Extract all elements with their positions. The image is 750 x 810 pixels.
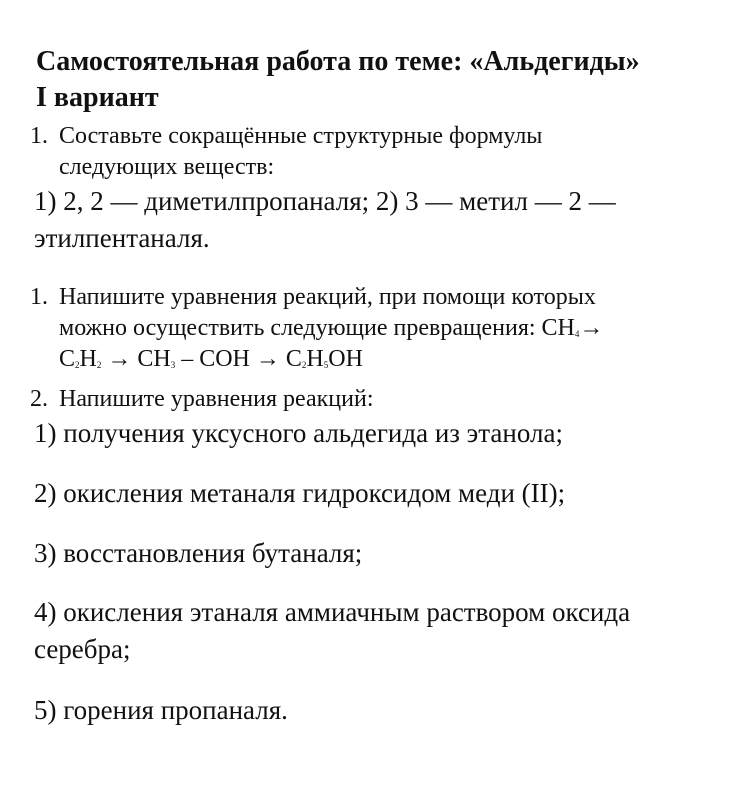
task-substances-list	[34, 183, 734, 257]
task-number: 1.	[30, 284, 48, 310]
equation-item	[34, 415, 734, 452]
formula-text: H	[306, 346, 324, 372]
formula-subscript: 2	[96, 360, 102, 370]
equation-item-text: 3) восстановления бутаналя;	[34, 538, 363, 568]
equation-item-text: 1) получения уксусного альдегида из этанола;	[34, 418, 563, 448]
title-variant: I вариант	[36, 82, 159, 113]
equation-item	[34, 475, 734, 512]
task-transformations	[30, 282, 730, 375]
formula-text: → CH	[101, 346, 171, 372]
reaction-arrow: →	[579, 315, 604, 341]
task-text-line: Напишите уравнения реакций:	[59, 386, 374, 412]
task-text-line: следующих веществ:	[59, 154, 275, 180]
formula-subscript: 2	[75, 360, 80, 370]
equation-item	[34, 594, 734, 668]
formula-subscript: 3	[170, 360, 176, 370]
equation-item	[34, 692, 734, 729]
task-text-line: Составьте сокращённые структурные формулы	[59, 123, 543, 149]
task-number: 2.	[30, 386, 48, 412]
title-topic: Самостоятельная работа по теме: «Альдегиды»	[36, 46, 640, 77]
task-text-line: Напишите уравнения реакций, при помощи которых	[59, 284, 596, 310]
task-structural-formulas	[30, 121, 730, 183]
formula-subscript: 2	[301, 360, 307, 370]
equation-item	[34, 535, 734, 572]
task-write-equations	[30, 384, 730, 415]
task-text-line-with-formula	[59, 313, 730, 344]
reaction-chain	[59, 344, 730, 375]
formula-text: C	[59, 346, 76, 372]
equation-item-text: серебра;	[34, 634, 131, 664]
equation-item-text: 2) окисления метаналя гидроксидом меди (II);	[34, 478, 566, 508]
formula-text: можно осуществить следующие превращения: CH	[59, 315, 575, 341]
formula-text: OH	[328, 346, 363, 372]
equation-item-text: 4) окисления этаналя аммиачным раствором оксида	[34, 597, 631, 627]
formula-subscript: 4	[574, 329, 580, 339]
worksheet-title	[36, 44, 736, 116]
task-number: 1.	[30, 123, 48, 149]
substances-line: этилпентаналя.	[34, 223, 210, 253]
formula-text: – COH → C	[175, 346, 302, 372]
substances-line: 1) 2, 2 — диметилпропаналя; 2) 3 — метил — 2 —	[34, 186, 616, 216]
equation-item-text: 5) горения пропаналя.	[34, 695, 288, 725]
formula-subscript: 5	[323, 360, 329, 370]
formula-text: H	[79, 346, 97, 372]
